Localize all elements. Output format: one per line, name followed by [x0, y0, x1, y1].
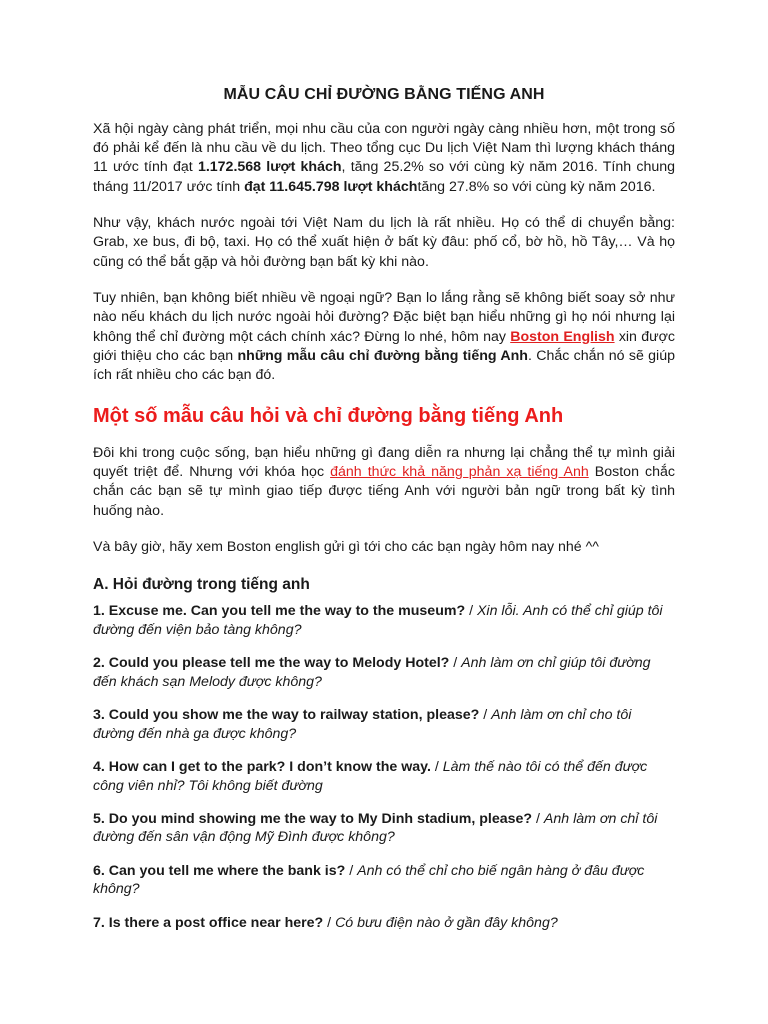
question-item [93, 914, 675, 932]
question-item [93, 758, 675, 795]
section-paragraph-2: Và bây giờ, hãy xem Boston english gửi gì tới cho các bạn ngày hôm nay nhé ^^ [93, 538, 599, 555]
visitor-count-total: đạt 11.645.798 lượt khách [244, 178, 418, 195]
section-text: Boston chắc chắn các bạn sẽ tự mình giao tiếp được tiếng Anh với người bản ngữ trong bất kỳ tình huống nào. [93, 464, 675, 519]
question-separator: / [345, 862, 358, 879]
question-english: 1. Excuse me. Can you tell me the way to the museum? [93, 603, 466, 620]
question-item [93, 602, 675, 639]
intro-text: Tuy nhiên, bạn không biết nhiều về ngoại ngữ? Bạn lo lắng rằng sẽ không biết soay sở như nào nếu khách du lịch nước ngoài hỏi đường? Đặc biệt bạn hiểu những gì họ nói nhưng lại không thể chỉ đường một cách chính xác? Đừng lo nhé, hôm nay [93, 289, 675, 345]
question-separator: / [532, 810, 544, 827]
question-separator: / [479, 707, 492, 724]
question-english: 6. Can you tell me where the bank is? [93, 862, 346, 879]
question-english: 2. Could you please tell me the way to Melody Hotel? [93, 655, 450, 672]
question-english: 4. How can I get to the park? I don’t know the way. [93, 759, 431, 776]
section-heading: Một số mẫu câu hỏi và chỉ đường bằng tiếng Anh [93, 404, 564, 427]
sub-heading: A. Hỏi đường trong tiếng anh [93, 576, 310, 594]
boston-english-link[interactable]: Boston English [510, 328, 615, 345]
document-page [93, 84, 675, 932]
question-vietnamese: Anh làm ơn chỉ giúp tôi đường đến khách sạn Melody được không? [93, 655, 651, 690]
section-paragraph-1 [93, 444, 675, 521]
question-english: 7. Is there a post office near here? [93, 914, 324, 931]
intro-paragraph-1 [93, 120, 675, 197]
question-vietnamese: Xin lỗi. Anh có thể chỉ giúp tôi đường đến viện bảo tàng không? [93, 603, 663, 638]
question-separator: / [323, 914, 336, 931]
question-vietnamese: Anh có thể chỉ cho biế ngân hàng ở đâu được không? [93, 862, 645, 898]
intro-paragraph-3 [93, 289, 675, 386]
question-item [93, 810, 675, 847]
question-separator: / [449, 655, 462, 672]
question-item [93, 862, 675, 899]
intro-text: , tăng 25.2% so với cùng kỳ năm 2016. Tính chung tháng 11/2017 ước tính [93, 159, 676, 195]
question-item [93, 706, 675, 743]
question-item [93, 654, 675, 691]
intro-text: . Chắc chắn nó sẽ giúp ích rất nhiều cho các bạn đó. [93, 347, 675, 384]
question-separator: / [430, 759, 443, 776]
question-vietnamese: Làm thế nào tôi có thể đến được công viên nhỉ? Tôi không biết đường [93, 759, 648, 794]
highlight-phrase: những mẫu câu chỉ đường bằng tiếng Anh [237, 347, 528, 364]
visitor-count-november: 1.172.568 lượt khách [197, 159, 342, 176]
intro-text: tăng 27.8% so với cùng kỳ năm 2016. [417, 178, 656, 195]
intro-text: Xã hội ngày càng phát triển, mọi nhu cầu của con người ngày càng nhiều hơn, một trong số đó phải kể đến là nhu cầu về du lịch. Theo tổng cục Du lịch Việt Nam thì lượng khách tháng 11 ước tính đạt [93, 120, 675, 176]
course-link[interactable]: đánh thức khả năng phản xạ tiếng Anh [330, 464, 589, 480]
section-text: Đôi khi trong cuộc sống, bạn hiểu những gì đang diễn ra nhưng lại chẳng thể tự mình giải quyết triệt để. Nhưng với khóa học [93, 444, 675, 480]
question-vietnamese: Anh làm ơn chỉ cho tôi đường đến nhà ga được không? [93, 707, 632, 742]
question-english: 3. Could you show me the way to railway station, please? [93, 707, 480, 724]
intro-text: xin được giới thiệu cho các bạn [93, 328, 675, 364]
question-vietnamese: Có bưu điện nào ở gần đây không? [335, 914, 558, 931]
intro-paragraph-2: Như vậy, khách nước ngoài tới Việt Nam du lịch là rất nhiều. Họ có thể di chuyển bằng: Grab, xe bus, đi bộ, taxi. Họ có thể xuất hiện ở bất kỳ đâu: phố cổ, bờ hồ, hồ Tây,… Và họ cũng có thể bắt gặp và hỏi đường bạn bất kỳ khi nào. [93, 215, 675, 270]
question-separator: / [465, 603, 477, 620]
question-list [93, 602, 675, 932]
question-english: 5. Do you mind showing me the way to My Dinh stadium, please? [93, 810, 533, 827]
question-vietnamese: Anh làm ơn chỉ tôi đường đến sân vận động Mỹ Đình được không? [93, 810, 658, 846]
document-title: MẪU CÂU CHỈ ĐƯỜNG BẰNG TIẾNG ANH [223, 86, 545, 103]
